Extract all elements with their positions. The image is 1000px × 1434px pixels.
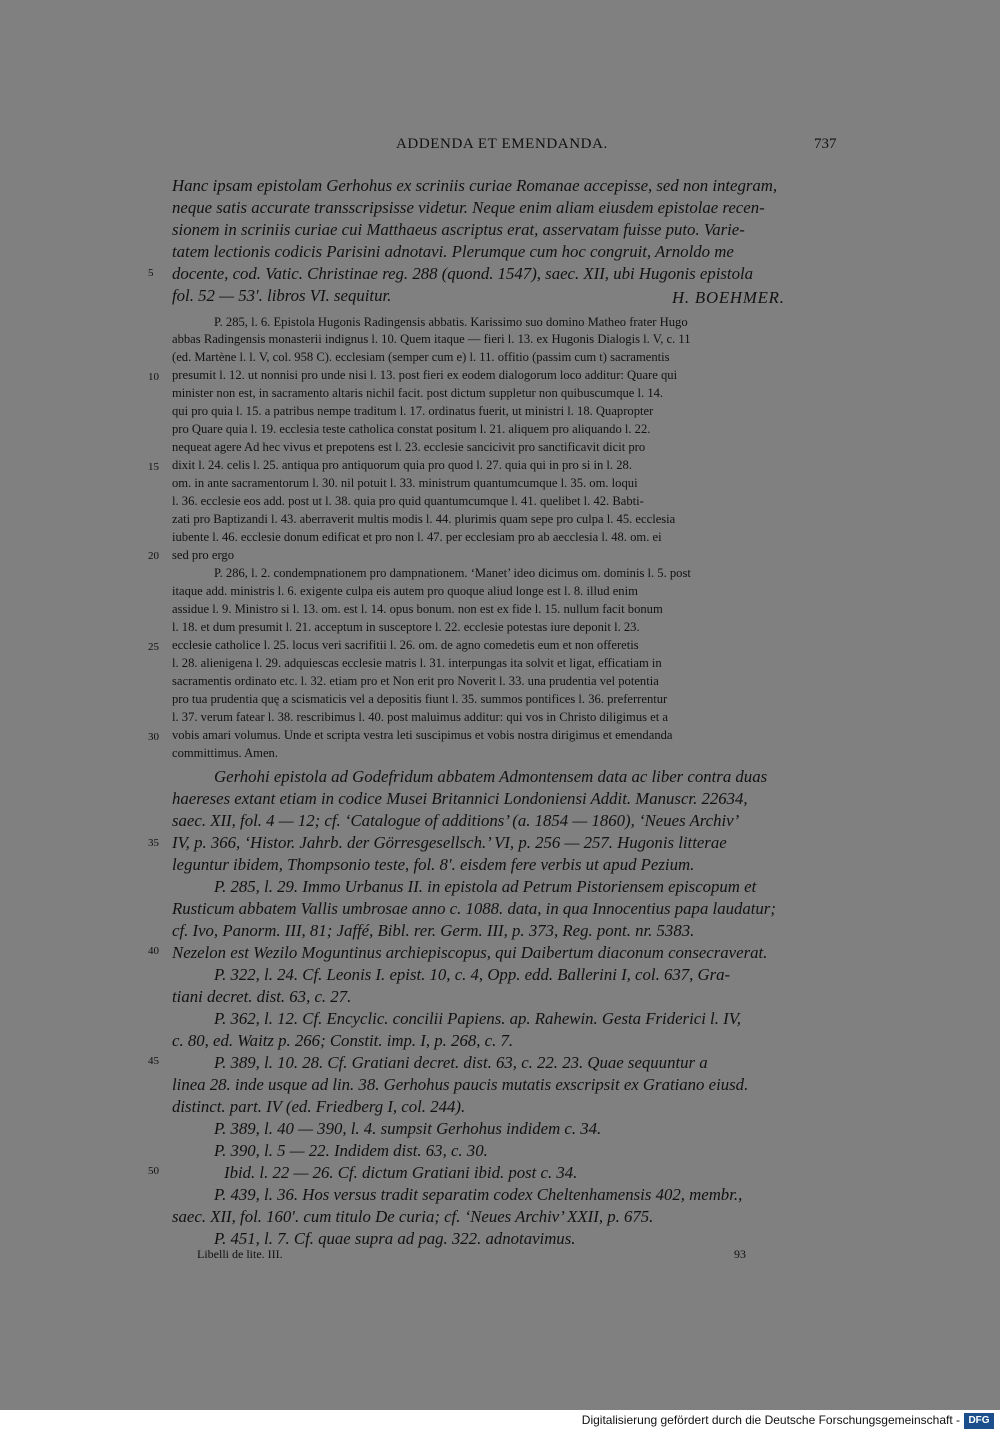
dfg-logo-icon: DFG — [964, 1413, 994, 1429]
body-line: tiani decret. dist. 63, c. 27. — [172, 987, 352, 1006]
line-number: 50 — [148, 1165, 159, 1177]
intro-line: docente, cod. Vatic. Christinae reg. 288 (quond. 1547), saec. XII, ubi Hugonis epistola — [172, 264, 754, 283]
note-line: l. 36. ecclesie eos add. post ut l. 38. quia pro quid quantumcumque l. 41. quelibet l. 42. Babti- — [172, 494, 644, 508]
note-line: vobis amari volumus. Unde et scripta vestra leti suscipimus et vobis nostra dirigimus et emendanda — [172, 728, 673, 742]
note-line: dixit l. 24. celis l. 25. antiqua pro antiquorum quia pro quod l. 27. quia qui in pro si in l. 28. — [172, 458, 632, 472]
body-line: saec. XII, fol. 4 — 12; cf. ‘Catalogue of additions’ (a. 1854 — 1860), ‘Neues Archiv’ — [172, 811, 740, 830]
note-line: P. 286, l. 2. condempnationem pro dampnationem. ‘Manet’ ideo dicimus om. dominis l. 5. post — [214, 566, 691, 580]
footer-title: Libelli de lite. III. — [197, 1247, 283, 1261]
note-line: itaque add. ministris l. 6. exigente culpa eis autem pro quoque aliud longe est l. 8. illud enim — [172, 584, 638, 598]
note-line: nequeat agere Ad hec vivus et prepotens est l. 23. ecclesie sancicivit pro sanctificavit dicit pro — [172, 440, 646, 454]
intro-line: Hanc ipsam epistolam Gerhohus ex scriniis curiae Romanae accepisse, sed non integram, — [172, 176, 778, 195]
note-line: om. in ante sacramentorum l. 30. nil potuit l. 33. ministrum quantumcumque l. 35. om. loqui — [172, 476, 638, 490]
body-line: Rusticum abbatem Vallis umbrosae anno c. 1088. data, in qua Innocentius papa laudatur; — [172, 899, 776, 918]
body-line: P. 390, l. 5 — 22. Indidem dist. 63, c. 30. — [214, 1141, 488, 1160]
note-line: pro Quare quia l. 19. ecclesia teste catholica constat positum l. 21. aliquem pro aliquando l. 22. — [172, 422, 651, 436]
body-line: Ibid. l. 22 — 26. Cf. dictum Gratiani ibid. post c. 34. — [224, 1163, 578, 1182]
intro-line: sionem in scriniis curiae cui Matthaeus ascriptus erat, asservatam fuisse puto. Varie- — [172, 220, 745, 239]
body-line: P. 362, l. 12. Cf. Encyclic. concilii Papiens. ap. Rahewin. Gesta Friderici l. IV, — [214, 1009, 741, 1028]
body-line: saec. XII, fol. 160′. cum titulo De curia; cf. ‘Neues Archiv’ XXII, p. 675. — [172, 1207, 654, 1226]
body-line: P. 451, l. 7. Cf. quae supra ad pag. 322. adnotavimus. — [214, 1229, 576, 1248]
body-line: P. 389, l. 10. 28. Cf. Gratiani decret. dist. 63, c. 22. 23. Quae sequuntur a — [214, 1053, 708, 1072]
line-number: 5 — [148, 267, 154, 279]
signature-mark: 93 — [734, 1247, 746, 1261]
body-line: Nezelon est Wezilo Moguntinus archiepiscopus, qui Daibertum diaconum consecraverat. — [172, 943, 768, 962]
body-line: Gerhohi epistola ad Godefridum abbatem Admontensem data ac liber contra duas — [214, 767, 768, 786]
note-line: assidue l. 9. Ministro si l. 13. om. est l. 14. opus bonum. non est ex fide l. 15. nullum facit bonum — [172, 602, 663, 616]
line-number: 30 — [148, 731, 159, 743]
note-line: l. 37. verum fatear l. 38. rescribimus l. 40. post maluimus additur: qui vos in Christo diligimus et a — [172, 710, 668, 724]
note-line: qui pro quia l. 15. a patribus nempe traditum l. 17. ordinatus fuerit, ut ministri l. 18. Quapropter — [172, 404, 654, 418]
line-number: 20 — [148, 550, 159, 562]
note-line: l. 28. alienigena l. 29. adquiescas ecclesie matris l. 31. interpungas ita solvit et ligat, efficatiam in — [172, 656, 662, 670]
note-line: presumit l. 12. ut nonnisi pro unde nisi l. 13. post fieri ex eodem dialogorum loco additur: Quare qui — [172, 368, 678, 382]
note-line: sacramentis ordinato etc. l. 32. etiam pro et Non erit pro Noverit l. 33. una prudentia vel potentia — [172, 674, 659, 688]
body-line: cf. Ivo, Panorm. III, 81; Jaffé, Bibl. rer. Germ. III, p. 373, Reg. pont. nr. 5383. — [172, 921, 695, 940]
note-line: pro tua prudentia quę a scismaticis vel a depositis fiunt l. 35. summos pontifices l. 36. preferrentur — [172, 692, 668, 706]
body-line: haereses extant etiam in codice Musei Britannici Londoniensi Addit. Manuscr. 22634, — [172, 789, 748, 808]
note-line: zati pro Baptizandi l. 43. aberraverit multis modis l. 44. plurimis quam sepe pro culpa l. 45. ecclesia — [172, 512, 676, 526]
body-line: P. 285, l. 29. Immo Urbanus II. in epistola ad Petrum Pistoriensem episcopum et — [214, 877, 757, 896]
note-line: (ed. Martène l. l. V, col. 958 C). ecclesiam (semper cum e) l. 11. offitio (passim cum t) sacramentis — [172, 350, 670, 364]
line-number: 40 — [148, 945, 159, 957]
line-number: 10 — [148, 371, 159, 383]
funding-text: Digitalisierung gefördert durch die Deutsche Forschungsgemeinschaft - — [581, 1413, 960, 1427]
running-header-title: ADDENDA ET EMENDANDA. — [396, 136, 608, 152]
line-number: 25 — [148, 641, 159, 653]
author-signature: H. BOEHMER. — [672, 288, 785, 307]
body-line: P. 439, l. 36. Hos versus tradit separatim codex Cheltenhamensis 402, membr., — [214, 1185, 743, 1204]
page-number: 737 — [814, 136, 837, 152]
note-line: l. 18. et dum presumit l. 21. acceptum in susceptore l. 22. ecclesie potestas iure deponit l. 23. — [172, 620, 640, 634]
body-line: P. 389, l. 40 — 390, l. 4. sumpsit Gerhohus indidem c. 34. — [214, 1119, 602, 1138]
note-line: P. 285, l. 6. Epistola Hugonis Radingensis abbatis. Karissimo suo domino Matheo frater Hugo — [214, 315, 688, 329]
intro-line: fol. 52 — 53′. libros VI. sequitur. — [172, 286, 392, 305]
line-number: 45 — [148, 1055, 159, 1067]
body-line: leguntur ibidem, Thompsonio teste, fol. 8′. eisdem fere verbis ut apud Pezium. — [172, 855, 695, 874]
body-line: IV, p. 366, ‘Histor. Jahrb. der Görresgesellsch.’ VI, p. 256 — 257. Hugonis litterae — [172, 833, 727, 852]
body-line: linea 28. inde usque ad lin. 38. Gerhohus paucis mutatis exscripsit ex Gratiano eiusd. — [172, 1075, 749, 1094]
note-line: sed pro ergo — [172, 548, 235, 562]
line-number: 35 — [148, 837, 159, 849]
note-line: committimus. Amen. — [172, 746, 278, 760]
note-line: ecclesie catholice l. 25. locus veri sacrifitii l. 26. om. de agno comedetis eum et non offeretis — [172, 638, 639, 652]
note-line: minister non est, in sacramento altaris nichil facit. post dictum suppletur non quibuscumque l. 14. — [172, 386, 664, 400]
note-line: abbas Radingensis monasterii indignus l. 10. Quem itaque — fieri l. 13. ex Hugonis Dialogis l. V, c. 11 — [172, 332, 691, 346]
line-number: 15 — [148, 461, 159, 473]
funding-banner — [0, 1410, 1000, 1434]
body-line: distinct. part. IV (ed. Friedberg I, col. 244). — [172, 1097, 466, 1116]
body-line: P. 322, l. 24. Cf. Leonis I. epist. 10, c. 4, Opp. edd. Ballerini I, col. 637, Gra- — [214, 965, 731, 984]
intro-line: tatem lectionis codicis Parisini adnotavi. Plerumque cum hoc congruit, Arnoldo me — [172, 242, 734, 261]
body-line: c. 80, ed. Waitz p. 266; Constit. imp. I, p. 268, c. 7. — [172, 1031, 514, 1050]
intro-line: neque satis accurate transscripsisse videtur. Neque enim aliam eiusdem epistolae recen- — [172, 198, 765, 217]
note-line: iubente l. 46. ecclesie donum edificat et pro non l. 47. per ecclesiam pro ab aecclesia l. 48. om. ei — [172, 530, 662, 544]
